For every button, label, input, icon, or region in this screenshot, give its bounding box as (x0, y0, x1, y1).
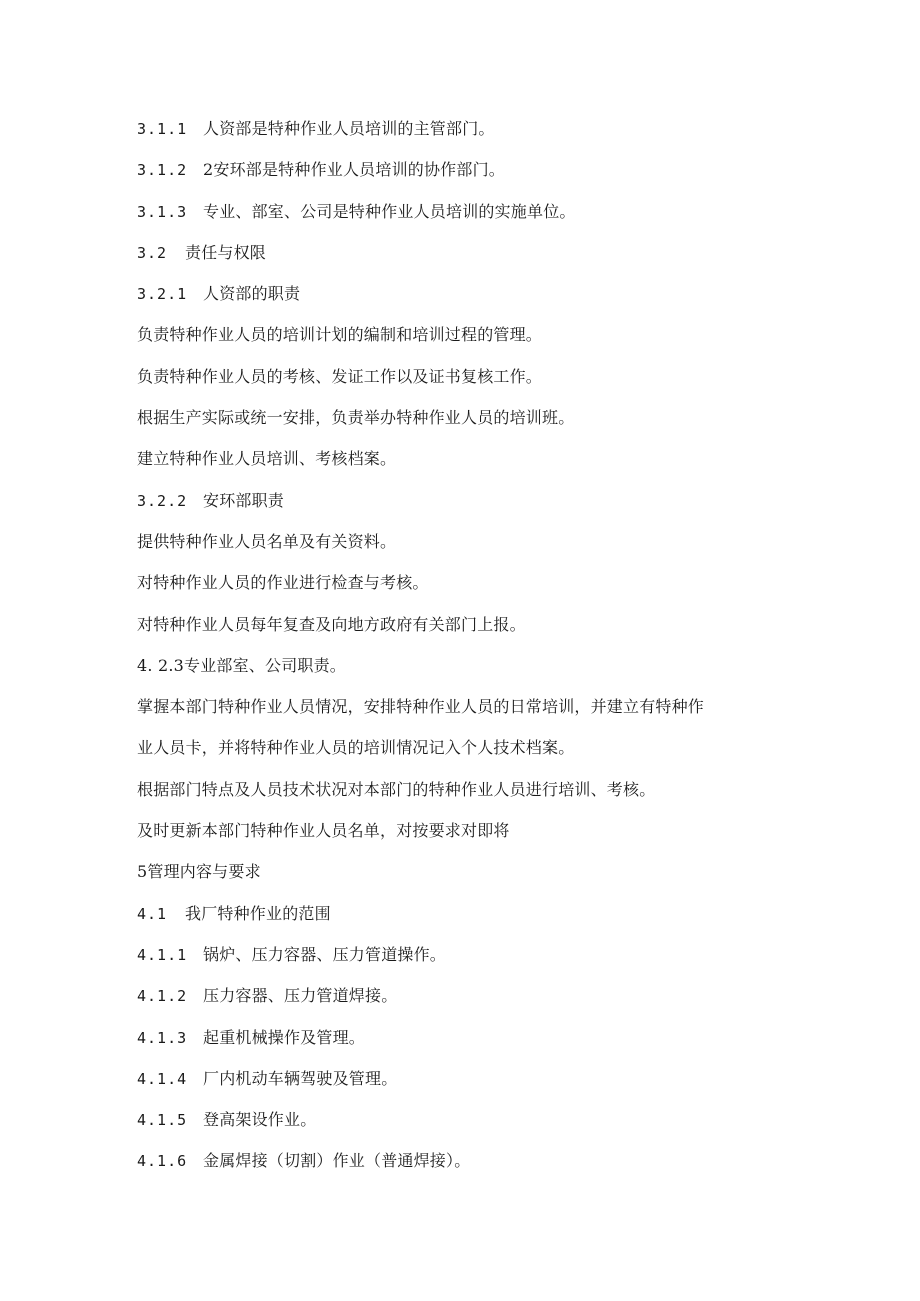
clause-number: 4.1 (137, 904, 168, 923)
clause-3-1-3 (137, 191, 777, 232)
clause-number: 4.1.4 (137, 1069, 188, 1088)
paragraph-line (137, 521, 777, 562)
clause-number: 3.2.1 (137, 285, 188, 304)
clause-number: 3.1.1 (137, 120, 188, 138)
clause-4-1-6 (137, 1140, 777, 1181)
clause-number: 3.2 (137, 243, 168, 262)
paragraph-line (137, 686, 777, 727)
clause-number: 4.1.1 (137, 945, 188, 964)
clause-3-2-1 (137, 273, 777, 314)
clause-number: 3.1.3 (137, 202, 188, 221)
paragraph-text: 根据生产实际或统一安排，负责举办特种作业人员的培训班。 (137, 408, 575, 428)
clause-number: 3.1.2 (137, 161, 188, 180)
clause-text: 压力容器、压力管道焊接。 (203, 986, 398, 1006)
clause-text: 登高架设作业。 (203, 1110, 317, 1130)
paragraph-text: 提供特种作业人员名单及有关资料。 (137, 531, 397, 551)
clause-number: 4.1.6 (137, 1152, 188, 1171)
heading-text: 4. 2.3专业部室、公司职责。 (137, 655, 346, 675)
clause-3-2-2 (137, 480, 777, 521)
paragraph-line (137, 397, 777, 438)
clause-4-1-5 (137, 1099, 777, 1140)
clause-text: 锅炉、压力容器、压力管道操作。 (203, 944, 447, 964)
paragraph-text: 建立特种作业人员培训、考核档案。 (137, 449, 397, 469)
clause-text: 人资部的职责 (203, 284, 301, 304)
clause-3-1-1 (137, 108, 777, 149)
paragraph-line (137, 314, 777, 355)
paragraph-text: 负责特种作业人员的培训计划的编制和培训过程的管理。 (137, 325, 543, 345)
clause-number: 4.1.5 (137, 1111, 188, 1130)
clause-text: 人资部是特种作业人员培训的主管部门。 (203, 119, 495, 138)
paragraph-text: 对特种作业人员每年复查及向地方政府有关部门上报。 (137, 614, 526, 634)
paragraph-line (137, 810, 777, 851)
clause-text: 我厂特种作业的范围 (185, 903, 331, 923)
paragraph-line (137, 562, 777, 603)
paragraph-text: 业人员卡，并将特种作业人员的培训情况记入个人技术档案。 (137, 738, 575, 758)
clause-text: 金属焊接（切割）作业（普通焊接）。 (203, 1151, 471, 1171)
clause-4-1-2 (137, 975, 777, 1016)
paragraph-line (137, 438, 777, 479)
clause-text: 2安环部是特种作业人员培训的协作部门。 (203, 160, 505, 180)
document-body (137, 108, 777, 1182)
clause-4-1-3 (137, 1017, 777, 1058)
heading-text: 5管理内容与要求 (137, 862, 261, 882)
paragraph-line (137, 727, 777, 768)
clause-4-1-1 (137, 934, 777, 975)
clause-text: 责任与权限 (185, 242, 267, 262)
paragraph-text: 根据部门特点及人员技术状况对本部门的特种作业人员进行培训、考核。 (137, 779, 656, 799)
clause-3-2 (137, 232, 777, 273)
section-heading (137, 645, 777, 686)
clause-3-1-2 (137, 149, 777, 190)
section-heading (137, 851, 777, 892)
paragraph-text: 对特种作业人员的作业进行检查与考核。 (137, 573, 429, 593)
paragraph-text: 掌握本部门特种作业人员情况，安排特种作业人员的日常培训，并建立有特种作 (137, 697, 705, 717)
paragraph-line (137, 604, 777, 645)
clause-text: 起重机械操作及管理。 (203, 1027, 366, 1047)
paragraph-text: 负责特种作业人员的考核、发证工作以及证书复核工作。 (137, 366, 543, 386)
clause-text: 专业、部室、公司是特种作业人员培训的实施单位。 (203, 201, 576, 221)
clause-text: 安环部职责 (203, 490, 285, 510)
paragraph-line (137, 356, 777, 397)
clause-4-1 (137, 893, 777, 934)
clause-number: 3.2.2 (137, 491, 188, 510)
clause-number: 4.1.3 (137, 1028, 188, 1047)
clause-text: 厂内机动车辆驾驶及管理。 (203, 1068, 398, 1088)
clause-number: 4.1.2 (137, 987, 188, 1006)
paragraph-line (137, 769, 777, 810)
paragraph-text: 及时更新本部门特种作业人员名单，对按要求对即将 (137, 821, 510, 841)
clause-4-1-4 (137, 1058, 777, 1099)
